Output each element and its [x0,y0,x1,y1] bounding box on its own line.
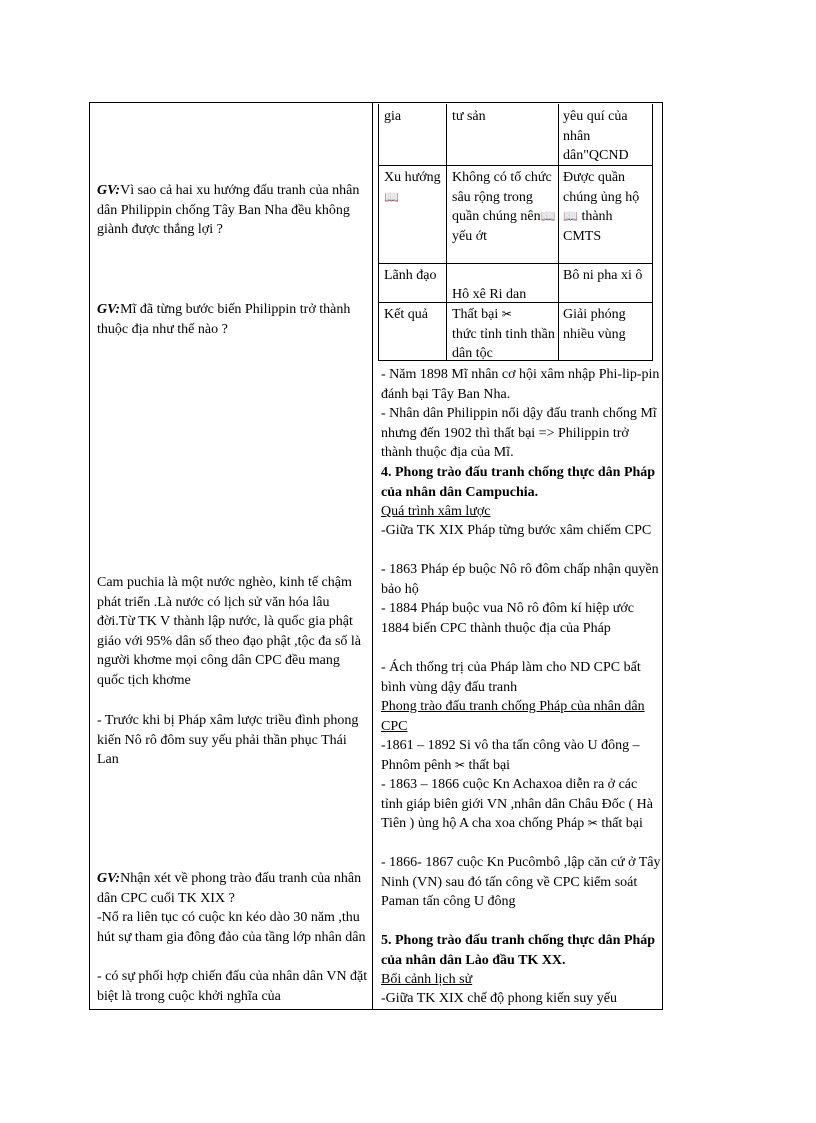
answer-cpc-2: - có sự phối hợp chiến đấu của nhân dân VN đặt biệt là trong cuộc khởi nghĩa của [97,969,368,1004]
para-pucombo: - 1866- 1867 cuộc Kn Pucômbô ,lập căn cứ ở Tây Ninh (VN) sau đó tấn công về CPC kiểm soát Paman tấn công U đông [381,855,661,909]
cell-r2-c2: Không có tổ chức sâu rộng trong quần chúng nên📖 yếu ớt [452,170,556,244]
cell-r3-c1: Lãnh đạo [384,268,437,283]
heading-section-4: 4. Phong trào đấu tranh chống thực dân Pháp của nhân dân Campuchia. [381,465,656,500]
para-laos-context: -Giữa TK XIX chế độ phong kiến suy yếu [381,991,617,1006]
cell-r3-c2: Hô xê Ri dan [452,287,527,302]
scissors-icon: ✂ [501,307,512,321]
para-resistance: - Nhân dân Philippin nổi dậy đấu tranh chống Mĩ nhưng đến 1902 thì thất bại => Philippin trở thành thuộc địa của Mĩ. [381,406,657,460]
para-1863: - 1863 Pháp ép buộc Nô rô đôm chấp nhận quyền bảo hộ [381,562,659,597]
book-icon: 📖 [384,189,399,204]
para-1898: - Năm 1898 Mĩ nhân cơ hội xâm nhập Phi-lip-pin đánh bại Tây Ban Nha. [381,367,660,402]
campuchia-note: - Trước khi bị Pháp xâm lược triều đình phong kiến Nô rô đôm suy yếu phải thần phục Thái Lan [97,713,359,767]
two-column-table [89,102,663,1010]
cell-r4-c1: Kết quả [384,307,428,322]
para-1884: - 1884 Pháp buộc vua Nô rô đôm kí hiệp ước 1884 biến CPC thành thuộc địa của Pháp [381,601,634,636]
cell-r2-c3: Được quần chúng ủng hộ📖 thành CMTS [563,170,640,244]
answer-cpc-1: -Nổ ra liên tục có cuộc kn kéo dào 30 năm ,thu hút sự tham gia đông đảo của tầng lớp nhân dân [97,910,366,945]
teacher-questions-column [90,103,372,1009]
para-sivotha: -1861 – 1892 Si vô tha tấn công vào U đông – Phnôm pênh ✂ thất bại [381,738,640,773]
cell-r4-c2: Thất bại ✂ thức tỉnh tinh thần dân tộc [452,307,555,361]
para-mid-xix: -Giữa TK XIX Pháp từng bước xâm chiếm CPC [381,523,652,538]
cell-r1-c1: gia [384,109,402,124]
subheading-context: Bối cảnh lịch sử [381,972,473,987]
question-cpc-movement: GV:Nhận xét về phong trào đấu tranh của nhân dân CPC cuối TK XIX ? [97,871,362,906]
scissors-icon: ✂ [454,757,465,772]
content-column [373,103,663,1009]
subheading-movement: Phong trào đấu tranh chống Pháp của nhân dân CPC [381,699,645,734]
para-rule: - Ách thống trị của Pháp làm cho ND CPC bất bình vùng dậy đấu tranh [381,660,641,695]
campuchia-intro: Cam puchia là một nước nghèo, kinh tế chậm phát triển .Là nước có lịch sử văn hóa lâu đời.Từ TK V thành lập nước, là quốc gia phật giáo với 95% dân số theo đạo phật ,tộc đa số là người khơme mọi công dân CPC đều mang quốc tịch khơme [97,575,362,688]
question-us-colonization: GV:Mĩ đã từng bước biến Philippin trở thành thuộc địa như thế nào ? [97,302,351,337]
cell-r4-c3: Giải phóng nhiều vùng [563,307,626,342]
heading-section-5: 5. Phong trào đấu tranh chống thực dân Pháp của nhân dân Lào đầu TK XX. [381,933,656,968]
scissors-icon: ✂ [587,816,598,830]
cell-r1-c3: yêu quí của nhân dân"QCND [563,109,629,163]
subheading-invasion: Quá trình xâm lược [381,504,491,519]
book-icon: 📖 [563,209,578,223]
book-icon: 📖 [540,209,556,223]
question-why-failed: GV:Vì sao cả hai xu hướng đấu tranh của nhân dân Philippin chống Tây Ban Nha đều không giành được thắng lợi ? [97,183,360,237]
cell-r2-c1: Xu hướng 📖 [384,170,441,204]
para-achaxoa: - 1863 – 1866 cuộc Kn Achaxoa diễn ra ở các tỉnh giáp biên giới VN ,nhân dân Châu Đốc ( Hà Tiên ) ủng hộ A cha xoa chống Pháp ✂ thất bại [381,777,653,831]
cell-r1-c2: tư sản [452,109,486,124]
cell-r3-c3: Bô ni pha xi ô [563,268,643,283]
comparison-table [378,104,653,361]
